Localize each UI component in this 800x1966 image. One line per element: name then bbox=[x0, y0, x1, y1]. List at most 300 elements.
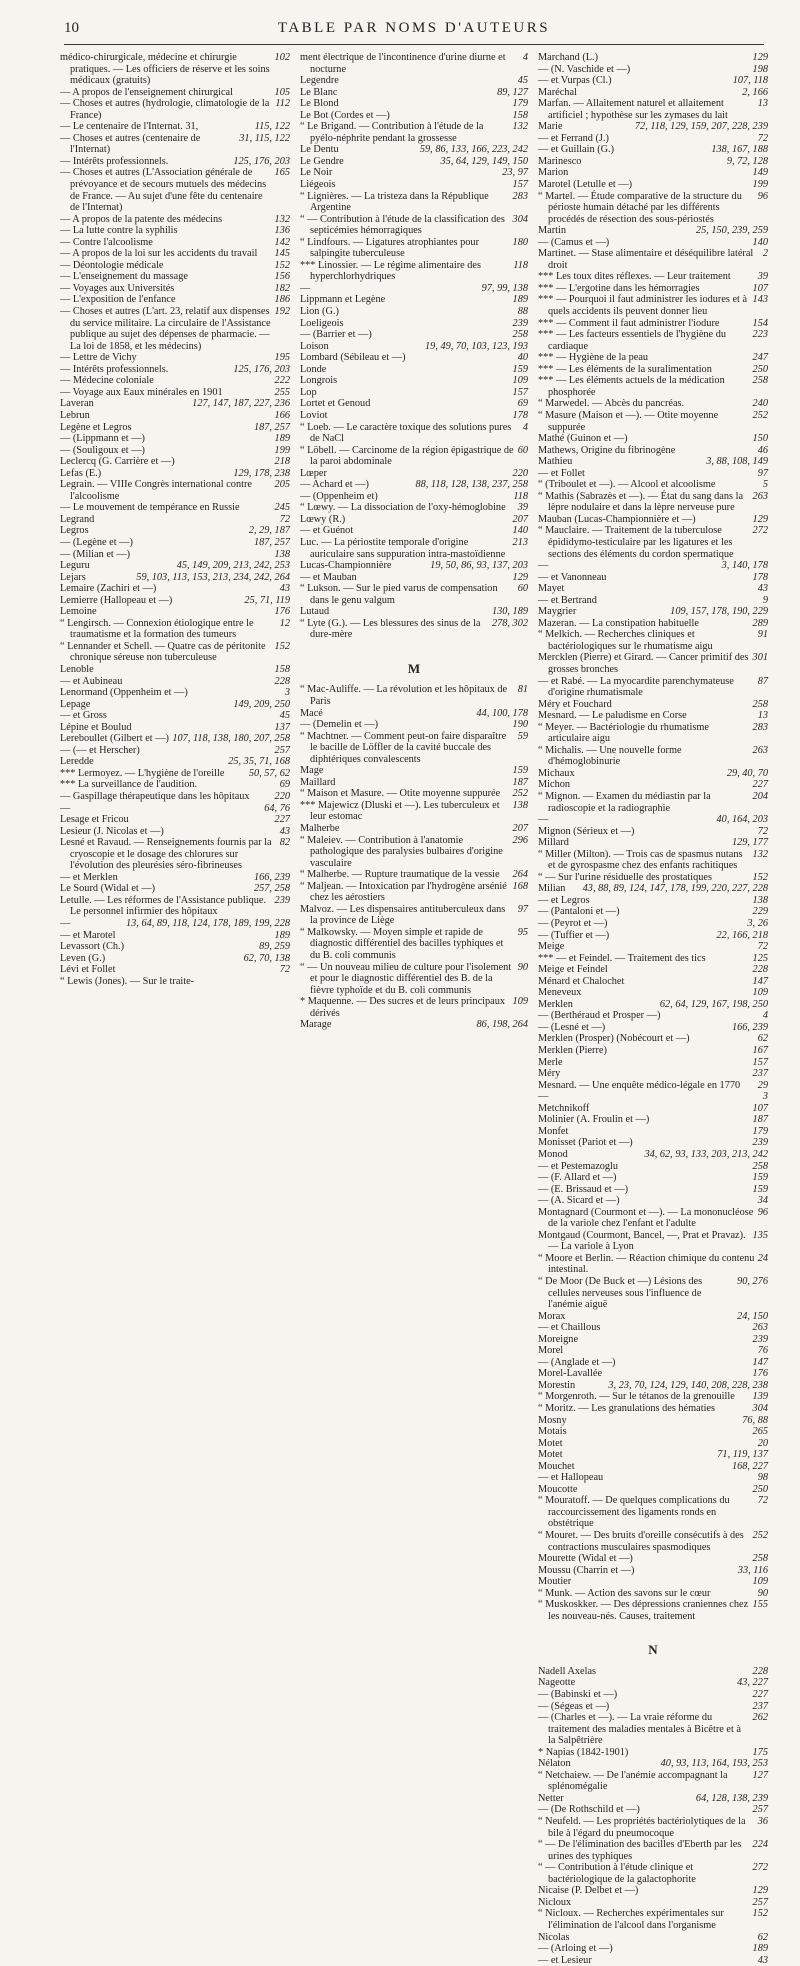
index-entry bbox=[538, 1230, 768, 1253]
entry-pages: 72 bbox=[757, 132, 768, 144]
entry-text: Monfet bbox=[538, 1125, 569, 1137]
entry-pages: 186 bbox=[274, 294, 290, 306]
index-entry bbox=[538, 1322, 768, 1334]
entry-text: — bbox=[60, 918, 71, 930]
index-entry bbox=[538, 283, 768, 295]
entry-text: Moreigne bbox=[538, 1333, 579, 1345]
entry-text: — et Legros bbox=[538, 894, 590, 906]
entry-pages: 255 bbox=[274, 386, 290, 398]
entry-text: Lemierre (Hallopeau et —) bbox=[60, 594, 173, 606]
entry-pages: 258 bbox=[512, 329, 528, 341]
index-entry bbox=[300, 341, 528, 353]
index-entry bbox=[60, 710, 290, 722]
entry-text: “ Nicloux. — Recherches expérimentales sur l'élimination de l'alcool dans l'organisme bbox=[538, 1908, 724, 1931]
index-entry bbox=[538, 1461, 768, 1473]
entry-pages: 59, 103, 113, 153, 213, 234, 242, 264 bbox=[136, 571, 290, 583]
entry-text: Malherbe bbox=[300, 823, 340, 834]
entry-text: Nageotte bbox=[538, 1677, 576, 1689]
index-entry bbox=[538, 144, 768, 156]
entry-text: “ Masure (Maison et —). — Otite moyenne suppurée bbox=[538, 409, 719, 433]
entry-pages: 24, 150 bbox=[737, 1310, 768, 1322]
entry-text: — (N. Vaschide et —) bbox=[538, 63, 631, 75]
index-entry bbox=[300, 167, 528, 179]
index-entry bbox=[60, 560, 290, 572]
entry-text: Mayet bbox=[538, 583, 565, 595]
entry-pages: 304 bbox=[512, 213, 528, 225]
entry-pages: 237 bbox=[752, 1068, 768, 1080]
entry-pages: 60 bbox=[517, 583, 528, 595]
entry-pages: 62 bbox=[757, 1931, 768, 1943]
index-entry bbox=[60, 664, 290, 676]
entry-text: — Médecine coloniale bbox=[60, 375, 154, 387]
entry-pages: 9 bbox=[762, 594, 768, 606]
entry-text: Levassort (Ch.) bbox=[60, 941, 125, 953]
entry-text: Leguru bbox=[60, 560, 90, 572]
index-entry bbox=[538, 156, 768, 168]
index-entry bbox=[538, 1530, 768, 1553]
index-entry bbox=[60, 260, 290, 272]
index-entry bbox=[538, 1588, 768, 1600]
index-entry bbox=[300, 52, 528, 75]
index-entry bbox=[300, 904, 528, 927]
index-entry bbox=[538, 75, 768, 87]
entry-text: *** — Les éléments actuels de la médication phosphorée bbox=[538, 375, 725, 398]
entry-text: Lepage bbox=[60, 698, 91, 710]
entry-pages: 139 bbox=[752, 1391, 768, 1403]
index-entry bbox=[538, 595, 768, 607]
entry-text: *** — Pourquoi il faut administrer les iodures et à quels accidents ils peuvent donner lieu bbox=[538, 294, 748, 318]
index-entry bbox=[538, 1677, 768, 1689]
entry-text: — (Camus et —) bbox=[538, 236, 610, 248]
entry-text: — Choses et autres (L'art. 23, relatif aux dispenses du service militaire. La circulaire de l'Assistance publique au sujet des dépenses de pharmacie. — La loi de 1858, et les médecins) bbox=[60, 306, 271, 352]
entry-pages: 59 bbox=[517, 730, 528, 742]
entry-text: Méry bbox=[538, 1068, 561, 1080]
index-entry bbox=[60, 121, 290, 133]
entry-text: — et Pestemazoglu bbox=[538, 1160, 619, 1172]
index-entry bbox=[538, 583, 768, 595]
entry-pages: 109 bbox=[752, 987, 768, 999]
entry-text: Lenoble bbox=[60, 663, 94, 675]
entry-pages: 69 bbox=[279, 779, 290, 791]
index-entry bbox=[538, 87, 768, 99]
entry-text: *** Majewicz (Dluski et —). Les tuberculeux et leur estomac bbox=[300, 799, 500, 823]
index-entry bbox=[60, 583, 290, 595]
entry-pages: 192 bbox=[274, 306, 290, 318]
entry-pages: 72 bbox=[279, 513, 290, 525]
entry-pages: 257 bbox=[752, 1896, 768, 1908]
entry-pages: 258 bbox=[752, 1160, 768, 1172]
index-entry bbox=[300, 835, 528, 870]
index-entry bbox=[300, 583, 528, 606]
page-header bbox=[64, 20, 764, 42]
index-entry bbox=[538, 1172, 768, 1184]
index-entry bbox=[300, 144, 528, 156]
entry-pages: 62 bbox=[757, 1033, 768, 1045]
entry-pages: 157 bbox=[512, 386, 528, 398]
index-entry bbox=[300, 869, 528, 881]
index-entry bbox=[60, 156, 290, 168]
index-entry bbox=[60, 756, 290, 768]
entry-text: “ Meyer. — Bactériologie du rhumatisme articulaire aigu bbox=[538, 721, 709, 745]
index-entry bbox=[538, 1758, 768, 1770]
entry-text: — L'exposition de l'enfance bbox=[60, 294, 176, 306]
index-entry bbox=[300, 479, 528, 491]
index-entry bbox=[538, 953, 768, 965]
index-entry bbox=[538, 1057, 768, 1069]
entry-pages: 105 bbox=[274, 86, 290, 98]
index-entry bbox=[538, 1712, 768, 1747]
index-entry bbox=[300, 502, 528, 514]
index-entry bbox=[538, 745, 768, 768]
entry-text: “ Mouratoff. — De quelques complications du raccourcissement des ligaments ronds en obstétrique bbox=[538, 1495, 730, 1530]
entry-text: Le Noir bbox=[300, 167, 333, 179]
entry-text: Mourette (Widal et —) bbox=[538, 1553, 633, 1565]
entry-pages: 46 bbox=[757, 444, 768, 456]
entry-text: — Choses et autres (L'Association générale de prévoyance et de secours mutuels des médecins de France. — Au sujet d'une fête du centenaire de l'Internat) bbox=[60, 167, 267, 214]
index-entry bbox=[300, 1019, 528, 1031]
index-entry bbox=[538, 1207, 768, 1230]
entry-pages: 76, 88 bbox=[742, 1414, 768, 1426]
entry-pages: 59, 86, 133, 166, 223, 242 bbox=[419, 144, 528, 156]
entry-text: Nicloux bbox=[538, 1896, 572, 1908]
entry-pages: 130, 189 bbox=[491, 606, 528, 618]
index-entry bbox=[538, 514, 768, 526]
index-entry bbox=[60, 167, 290, 213]
entry-pages: 159 bbox=[512, 765, 528, 777]
index-entry bbox=[60, 248, 290, 260]
entry-pages: 72, 118, 129, 159, 207, 228, 239 bbox=[634, 121, 768, 133]
entry-text: Mathieu bbox=[538, 456, 573, 468]
index-entry bbox=[538, 1885, 768, 1897]
index-entry bbox=[538, 375, 768, 398]
entry-pages: 138 bbox=[512, 799, 528, 811]
entry-text: *** — Les éléments de la suralimentation bbox=[538, 363, 712, 375]
index-entry bbox=[300, 684, 528, 707]
entry-text: “ Melkich. — Recherches cliniques et bactériologiques sur le rhumatisme aigu bbox=[538, 629, 713, 652]
entry-pages: 157 bbox=[512, 179, 528, 191]
entry-text: Martin bbox=[538, 225, 567, 237]
entry-pages: 142 bbox=[274, 236, 290, 248]
entry-pages: 265 bbox=[752, 1426, 768, 1438]
entry-text: * Maquenne. — Des sucres et de leurs principaux dérivés bbox=[300, 996, 506, 1019]
entry-text: — et Follet bbox=[538, 467, 585, 479]
entry-pages: 263 bbox=[752, 490, 768, 502]
entry-pages: 149, 209, 250 bbox=[233, 698, 290, 710]
entry-pages: 44, 100, 178 bbox=[476, 707, 528, 719]
entry-text: “ Netchaiew. — De l'anémie accompagnant la splénomégalie bbox=[538, 1769, 728, 1793]
entry-pages: 283 bbox=[752, 721, 768, 733]
entry-pages: 207 bbox=[512, 823, 528, 834]
entry-text: “ Loeb. — Le caractère toxique des solutions pures de NaCl bbox=[300, 421, 512, 445]
index-entry bbox=[538, 987, 768, 999]
index-entry bbox=[538, 52, 768, 64]
entry-pages: 90 bbox=[517, 961, 528, 973]
entry-pages: 156 bbox=[274, 271, 290, 283]
entry-text: “ Munk. — Action des savons sur le cœur bbox=[538, 1587, 711, 1599]
entry-text: Mathé (Guinon et —) bbox=[538, 433, 628, 445]
entry-text: Malvoz. — Les dispensaires antituberculeux dans la province de Liège bbox=[300, 903, 506, 927]
index-entry bbox=[538, 941, 768, 953]
index-entry bbox=[538, 491, 768, 514]
index-entry bbox=[300, 294, 528, 306]
entry-text: — (Berthéraud et Prosper —) bbox=[538, 1010, 661, 1022]
index-entry bbox=[60, 791, 290, 803]
index-entry bbox=[538, 676, 768, 699]
entry-text: “ — De l'élimination des bacilles d'Eberth par les urines des typhiques bbox=[538, 1839, 742, 1862]
entry-text: — (Charles et —). — La vraie réforme du traitement des maladies mentales à Bicêtre et à la Salpêtrière bbox=[538, 1712, 741, 1747]
entry-pages: 25, 150, 239, 259 bbox=[695, 225, 768, 237]
entry-text: Meneveux bbox=[538, 987, 582, 999]
entry-text: Lévi et Follet bbox=[60, 964, 116, 976]
index-entry bbox=[538, 1010, 768, 1022]
index-entry bbox=[538, 1137, 768, 1149]
entry-pages: 250 bbox=[752, 363, 768, 375]
entry-pages: 25, 35, 71, 168 bbox=[228, 756, 290, 768]
entry-pages: 175 bbox=[752, 1746, 768, 1758]
entry-pages: 97 bbox=[517, 903, 528, 915]
entry-text: — Déontologie médicale bbox=[60, 259, 164, 271]
index-entry bbox=[538, 1195, 768, 1207]
index-entry bbox=[538, 225, 768, 237]
entry-text: — A propos de l'enseignement chirurgical bbox=[60, 86, 233, 98]
entry-text: Legendre bbox=[300, 75, 339, 87]
entry-pages: 40, 93, 113, 164, 193, 253 bbox=[660, 1758, 768, 1770]
entry-pages: 91 bbox=[757, 629, 768, 641]
index-entry bbox=[60, 364, 290, 376]
entry-text: Lop bbox=[300, 386, 317, 398]
entry-text: Mosny bbox=[538, 1414, 567, 1426]
index-entry bbox=[538, 1311, 768, 1323]
entry-text: Maygrier bbox=[538, 606, 577, 618]
entry-pages: 154 bbox=[752, 317, 768, 329]
entry-pages: 129, 178, 238 bbox=[233, 467, 290, 479]
entry-text: Longrois bbox=[300, 375, 338, 387]
index-entry bbox=[538, 525, 768, 560]
entry-pages: 143 bbox=[752, 294, 768, 306]
entry-text: Le Blanc bbox=[300, 86, 338, 98]
entry-pages: 166, 239 bbox=[253, 871, 290, 883]
index-entry bbox=[538, 1114, 768, 1126]
entry-pages: 179 bbox=[512, 98, 528, 110]
entry-text: Liégeois bbox=[300, 179, 336, 191]
entry-pages: 96 bbox=[757, 1206, 768, 1218]
entry-pages: 223 bbox=[752, 329, 768, 341]
index-entry bbox=[538, 849, 768, 872]
entry-text: — (— et Herscher) bbox=[60, 744, 140, 756]
index-entry bbox=[300, 708, 528, 720]
entry-text: “ Miller (Milton). — Trois cas de spasmus nutans et de gyrospasme chez des enfants rachitiques bbox=[538, 848, 743, 872]
entry-pages: 3, 26 bbox=[747, 918, 768, 930]
entry-pages: 239 bbox=[752, 1137, 768, 1149]
entry-pages: 64, 128, 138, 239 bbox=[695, 1792, 768, 1804]
index-entry bbox=[300, 618, 528, 641]
index-entry bbox=[538, 1091, 768, 1103]
index-entry bbox=[538, 1932, 768, 1944]
entry-pages: 159 bbox=[512, 363, 528, 375]
entry-pages: 112 bbox=[275, 98, 290, 110]
entry-pages: 159 bbox=[752, 1172, 768, 1184]
index-entry bbox=[538, 1908, 768, 1931]
entry-pages: 107 bbox=[752, 282, 768, 294]
entry-text: Monisset (Pariot et —) bbox=[538, 1137, 633, 1149]
entry-pages: 140 bbox=[752, 236, 768, 248]
entry-pages: 19, 49, 70, 103, 123, 193 bbox=[425, 340, 528, 352]
index-entry bbox=[538, 572, 768, 584]
entry-pages: 72 bbox=[757, 1495, 768, 1507]
entry-pages: 179 bbox=[752, 1125, 768, 1137]
index-entry bbox=[60, 976, 290, 988]
entry-pages: 109 bbox=[512, 996, 528, 1008]
index-entry bbox=[538, 318, 768, 330]
entry-pages: 43 bbox=[757, 1954, 768, 1966]
index-entry bbox=[60, 398, 290, 410]
entry-text: médico-chirurgicale, médecine et chirurgie pratiques. — Les officiers de réserve et les soins médicaux (gratuits) bbox=[60, 52, 270, 87]
index-entry bbox=[300, 962, 528, 997]
index-entry bbox=[60, 803, 290, 815]
index-entry bbox=[300, 110, 528, 122]
entry-pages: 45 bbox=[279, 710, 290, 722]
entry-text: Marfan. — Allaitement naturel et allaitement artificiel ; hypothèse sur les zymases du lait bbox=[538, 98, 728, 121]
entry-text: Méry et Fouchard bbox=[538, 698, 612, 710]
entry-pages: 62, 64, 129, 167, 198, 250 bbox=[659, 998, 768, 1010]
index-entry bbox=[300, 719, 528, 731]
entry-text: “ Moritz. — Les granulations des hématies bbox=[538, 1402, 716, 1414]
entry-pages: 224 bbox=[752, 1839, 768, 1851]
entry-pages: 240 bbox=[752, 398, 768, 410]
entry-pages: 138 bbox=[274, 548, 290, 560]
entry-text: “ Le Brigand. — Contribution à l'étude de la pyélo-néphrite pendant la grossesse bbox=[300, 121, 484, 144]
entry-pages: 50, 57, 62 bbox=[248, 767, 290, 779]
entry-pages: 25, 71, 119 bbox=[244, 594, 290, 606]
index-entry bbox=[60, 883, 290, 895]
index-entry bbox=[300, 318, 528, 330]
entry-text: — et Vurpas (Cl.) bbox=[538, 75, 612, 87]
entry-pages: 60 bbox=[517, 444, 528, 456]
entry-text: “ Morgenroth. — Sur le tétanos de la grenouille bbox=[538, 1391, 735, 1403]
entry-text: — Choses et autres (hydrologie, climatologie de la France) bbox=[60, 98, 270, 121]
entry-pages: 109 bbox=[512, 375, 528, 387]
index-entry bbox=[538, 837, 768, 849]
entry-pages: 127, 147, 187, 227, 236 bbox=[192, 398, 290, 410]
index-entry bbox=[538, 133, 768, 145]
entry-pages: 34 bbox=[757, 1195, 768, 1207]
entry-pages: 189 bbox=[274, 433, 290, 445]
entry-pages: 3 bbox=[762, 1091, 768, 1103]
entry-pages: 64, 76 bbox=[264, 802, 290, 814]
index-entry bbox=[60, 468, 290, 480]
entry-pages: 252 bbox=[752, 409, 768, 421]
entry-pages: 250 bbox=[752, 1483, 768, 1495]
entry-text: “ — Contribution à l'étude de la classification des septicémies hémorragiques bbox=[300, 213, 505, 237]
entry-pages: 88, 118, 128, 138, 237, 258 bbox=[415, 479, 528, 491]
entry-text: “ Lennander et Schell. — Quatre cas de péritonite chronique séreuse non tuberculeuse bbox=[60, 640, 266, 664]
index-entry bbox=[538, 1253, 768, 1276]
entry-text: — (Barrier et —) bbox=[300, 329, 372, 341]
entry-text: Molinier (A. Froulin et —) bbox=[538, 1114, 650, 1126]
entry-pages: 218 bbox=[274, 456, 290, 468]
entry-pages: 129 bbox=[752, 1885, 768, 1897]
index-entry bbox=[538, 1943, 768, 1955]
entry-pages: 178 bbox=[512, 409, 528, 421]
index-entry bbox=[538, 121, 768, 133]
entry-text: — (A. Sicard et —) bbox=[538, 1195, 620, 1207]
entry-pages: 278, 302 bbox=[491, 617, 528, 629]
entry-text: Lutaud bbox=[300, 606, 330, 618]
entry-pages: 205 bbox=[274, 479, 290, 491]
entry-text: Lenormand (Oppenheim et —) bbox=[60, 687, 188, 699]
entry-pages: 43 bbox=[757, 583, 768, 595]
entry-text: *** Lermoyez. — L'hygiène de l'oreille bbox=[60, 767, 225, 779]
entry-text: “ Marwedel. — Abcès du pancréas. bbox=[538, 398, 685, 410]
entry-pages: 264 bbox=[512, 869, 528, 881]
index-entry bbox=[60, 837, 290, 872]
index-entry bbox=[300, 606, 528, 618]
entry-pages: 158 bbox=[512, 109, 528, 121]
index-entry bbox=[300, 777, 528, 789]
entry-text: Moutier bbox=[538, 1576, 572, 1588]
entry-pages: 227 bbox=[274, 814, 290, 826]
entry-text: — et Guénot bbox=[300, 525, 354, 537]
entry-text: — et Chaillous bbox=[538, 1322, 601, 1334]
index-entry bbox=[300, 823, 528, 835]
entry-text: — (Souligoux et —) bbox=[60, 444, 145, 456]
entry-text: *** — Hygiène de la peau bbox=[538, 352, 649, 364]
index-entry bbox=[538, 1080, 768, 1092]
entry-text: — et Gross bbox=[60, 710, 107, 722]
entry-pages: 13 bbox=[757, 98, 768, 110]
index-entry bbox=[538, 1804, 768, 1816]
entry-text: — A propos de la patente des médecins bbox=[60, 213, 223, 225]
index-entry bbox=[60, 733, 290, 745]
entry-text: — et Ferrand (J.) bbox=[538, 132, 609, 144]
index-entry bbox=[60, 930, 290, 942]
entry-text: — bbox=[538, 560, 549, 572]
entry-text: Lereboullet (Gilbert et —) bbox=[60, 733, 169, 745]
entry-text: — L'enseignement du massage bbox=[60, 271, 188, 283]
index-entry bbox=[538, 364, 768, 376]
section-letter: N bbox=[648, 1642, 658, 1658]
entry-pages: 187 bbox=[512, 776, 528, 788]
entry-pages: 23, 97 bbox=[502, 167, 528, 179]
index-entry bbox=[60, 502, 290, 514]
entry-text: Legène et Legros bbox=[60, 421, 132, 433]
entry-text: “ — Contribution à l'étude clinique et bactériologique de la galactophorite bbox=[538, 1862, 696, 1885]
entry-pages: 19, 50, 86, 93, 137, 203 bbox=[430, 560, 528, 572]
entry-pages: 3, 88, 108, 149 bbox=[706, 456, 768, 468]
entry-text: — bbox=[60, 802, 71, 814]
index-entry bbox=[538, 1495, 768, 1530]
index-entry bbox=[300, 445, 528, 468]
index-entry bbox=[538, 629, 768, 652]
entry-text: “ — Sur l'urine résiduelle des prostatiques bbox=[538, 871, 713, 883]
index-entry bbox=[538, 1955, 768, 1966]
entry-text: “ Malkowsky. — Moyen simple et rapide de diagnostic différentiel des bacilles typhiques et du B. coli communis bbox=[300, 926, 504, 962]
entry-pages: 95 bbox=[517, 926, 528, 938]
entry-text: — et Lesieur bbox=[538, 1954, 592, 1966]
entry-text: *** — et Feindel. — Traitement des tics bbox=[538, 952, 706, 964]
index-entry bbox=[300, 537, 528, 560]
index-entry bbox=[60, 572, 290, 584]
entry-text: — et Rabé. — La myocardite parenchymateuse d'origine rhumatismale bbox=[538, 675, 734, 699]
entry-pages: 167 bbox=[752, 1045, 768, 1057]
index-entry bbox=[538, 710, 768, 722]
entry-text: — Intérêts professionnels. bbox=[60, 363, 169, 375]
entry-text: Mercklen (Pierre) et Girard. — Cancer primitif des grosses bronches bbox=[538, 652, 749, 675]
entry-text: Netter bbox=[538, 1792, 564, 1804]
index-column-2 bbox=[296, 52, 532, 1112]
index-entry bbox=[538, 814, 768, 826]
index-entry bbox=[300, 468, 528, 480]
